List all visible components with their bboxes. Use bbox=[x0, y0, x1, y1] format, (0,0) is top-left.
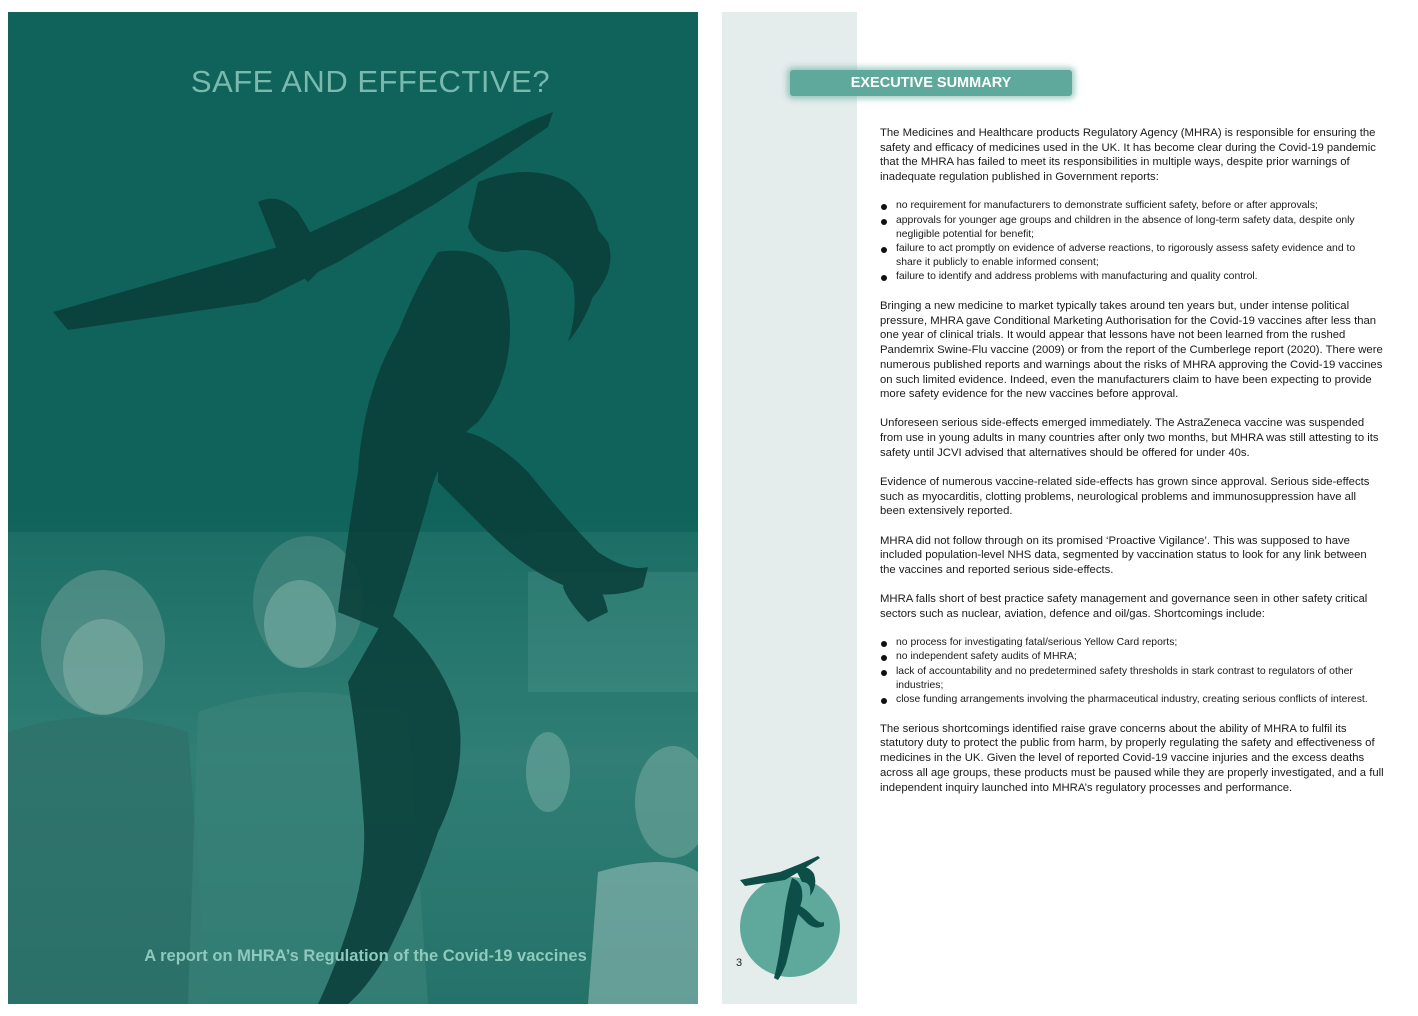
mercury-logo-icon bbox=[740, 852, 860, 982]
bullet-icon bbox=[881, 275, 887, 281]
cover-title: SAFE AND EFFECTIVE? bbox=[190, 64, 551, 99]
list-item: lack of accountability and no predetermined safety thresholds in stark contrast to regulators of other industries; bbox=[880, 665, 1384, 693]
failures-list bbox=[880, 199, 1384, 284]
section-heading: EXECUTIVE SUMMARY bbox=[790, 70, 1072, 96]
bullet-icon bbox=[881, 698, 887, 704]
vigilance-paragraph: MHRA did not follow through on its promised ‘Proactive Vigilance’. This was supposed to have included population-level NHS data, segmented by vaccination status to look for any link between the vaccines and reported serious side-effects. bbox=[880, 534, 1367, 577]
evidence-paragraph: Evidence of numerous vaccine-related side-effects has grown since approval. Serious side-effects such as myocarditis, clotting problems, neurological problems and immunosuppression have all been extensively reported. bbox=[880, 476, 1370, 518]
list-item: failure to identify and address problems with manufacturing and quality control. bbox=[880, 270, 1384, 284]
mercury-statue-silhouette bbox=[8, 12, 698, 1004]
list-item: approvals for younger age groups and children in the absence of long-term safety data, despite only negligible potential for benefit; bbox=[880, 214, 1384, 242]
executive-summary-page bbox=[722, 12, 1418, 1004]
bullet-icon bbox=[881, 670, 887, 676]
bullet-icon bbox=[881, 204, 887, 210]
market-paragraph: Bringing a new medicine to market typically takes around ten years but, under intense political pressure, MHRA gave Conditional Marketing Authorisation for the Covid-19 vaccines after less than one year of clinical trials. It would appear that lessons have not been learned from the rushed Pandemrix Swine-Flu vaccine (2009) or from the report of the Cumberlege report (2020). There were numerous published reports and warnings about the risks of MHRA approving the Covid-19 vaccines on such limited evidence. Indeed, even the manufacturers claim to have been expecting to provide more safety evidence for the new vaccines before approval. bbox=[880, 300, 1383, 401]
intro-paragraph: The Medicines and Healthcare products Regulatory Agency (MHRA) is responsible for ensuring the safety and efficacy of medicines used in the UK. It has become clear during the Covid-19 pandemic that the MHRA has failed to meet its responsibilities in multiple ways, despite prior warnings of inadequate regulation published in Government reports: bbox=[880, 127, 1376, 184]
list-item: failure to act promptly on evidence of adverse reactions, to rigorously assess safety evidence and to share it publicly to enable informed consent; bbox=[880, 242, 1384, 270]
shortcomings-list bbox=[880, 636, 1384, 707]
bullet-icon bbox=[881, 655, 887, 661]
astrazeneca-paragraph: Unforeseen serious side-effects emerged immediately. The AstraZeneca vaccine was suspended from use in young adults in many countries after only two months, but MHRA was still attesting to its safety until JCVI advised that alternatives should be offered for under 40s. bbox=[880, 417, 1379, 459]
list-item: no process for investigating fatal/serious Yellow Card reports; bbox=[880, 636, 1384, 650]
bullet-icon bbox=[881, 641, 887, 647]
conclusion-paragraph: The serious shortcomings identified raise grave concerns about the ability of MHRA to fulfil its statutory duty to protect the public from harm, by properly regulating the safety and effectiveness of medicines in the UK. Given the level of reported Covid-19 vaccine injuries and the excess deaths across all age groups, these products must be paused while they are properly investigated, and a full independent inquiry launched into MHRA’s regulatory processes and performance. bbox=[880, 722, 1384, 794]
bullet-icon bbox=[881, 219, 887, 225]
shortfall-paragraph: MHRA falls short of best practice safety management and governance seen in other safety critical sectors such as nuclear, aviation, defence and oil/gas. Shortcomings include: bbox=[880, 593, 1368, 620]
bullet-icon bbox=[881, 247, 887, 253]
list-item: no independent safety audits of MHRA; bbox=[880, 650, 1384, 664]
page-number: 3 bbox=[736, 957, 743, 969]
list-item: close funding arrangements involving the pharmaceutical industry, creating serious conflicts of interest. bbox=[880, 693, 1384, 707]
list-item: no requirement for manufacturers to demonstrate sufficient safety, before or after approvals; bbox=[880, 199, 1384, 213]
summary-text-column bbox=[880, 126, 1384, 810]
cover-subtitle: A report on MHRA’s Regulation of the Covid-19 vaccines bbox=[144, 947, 587, 965]
report-cover bbox=[8, 12, 698, 1004]
